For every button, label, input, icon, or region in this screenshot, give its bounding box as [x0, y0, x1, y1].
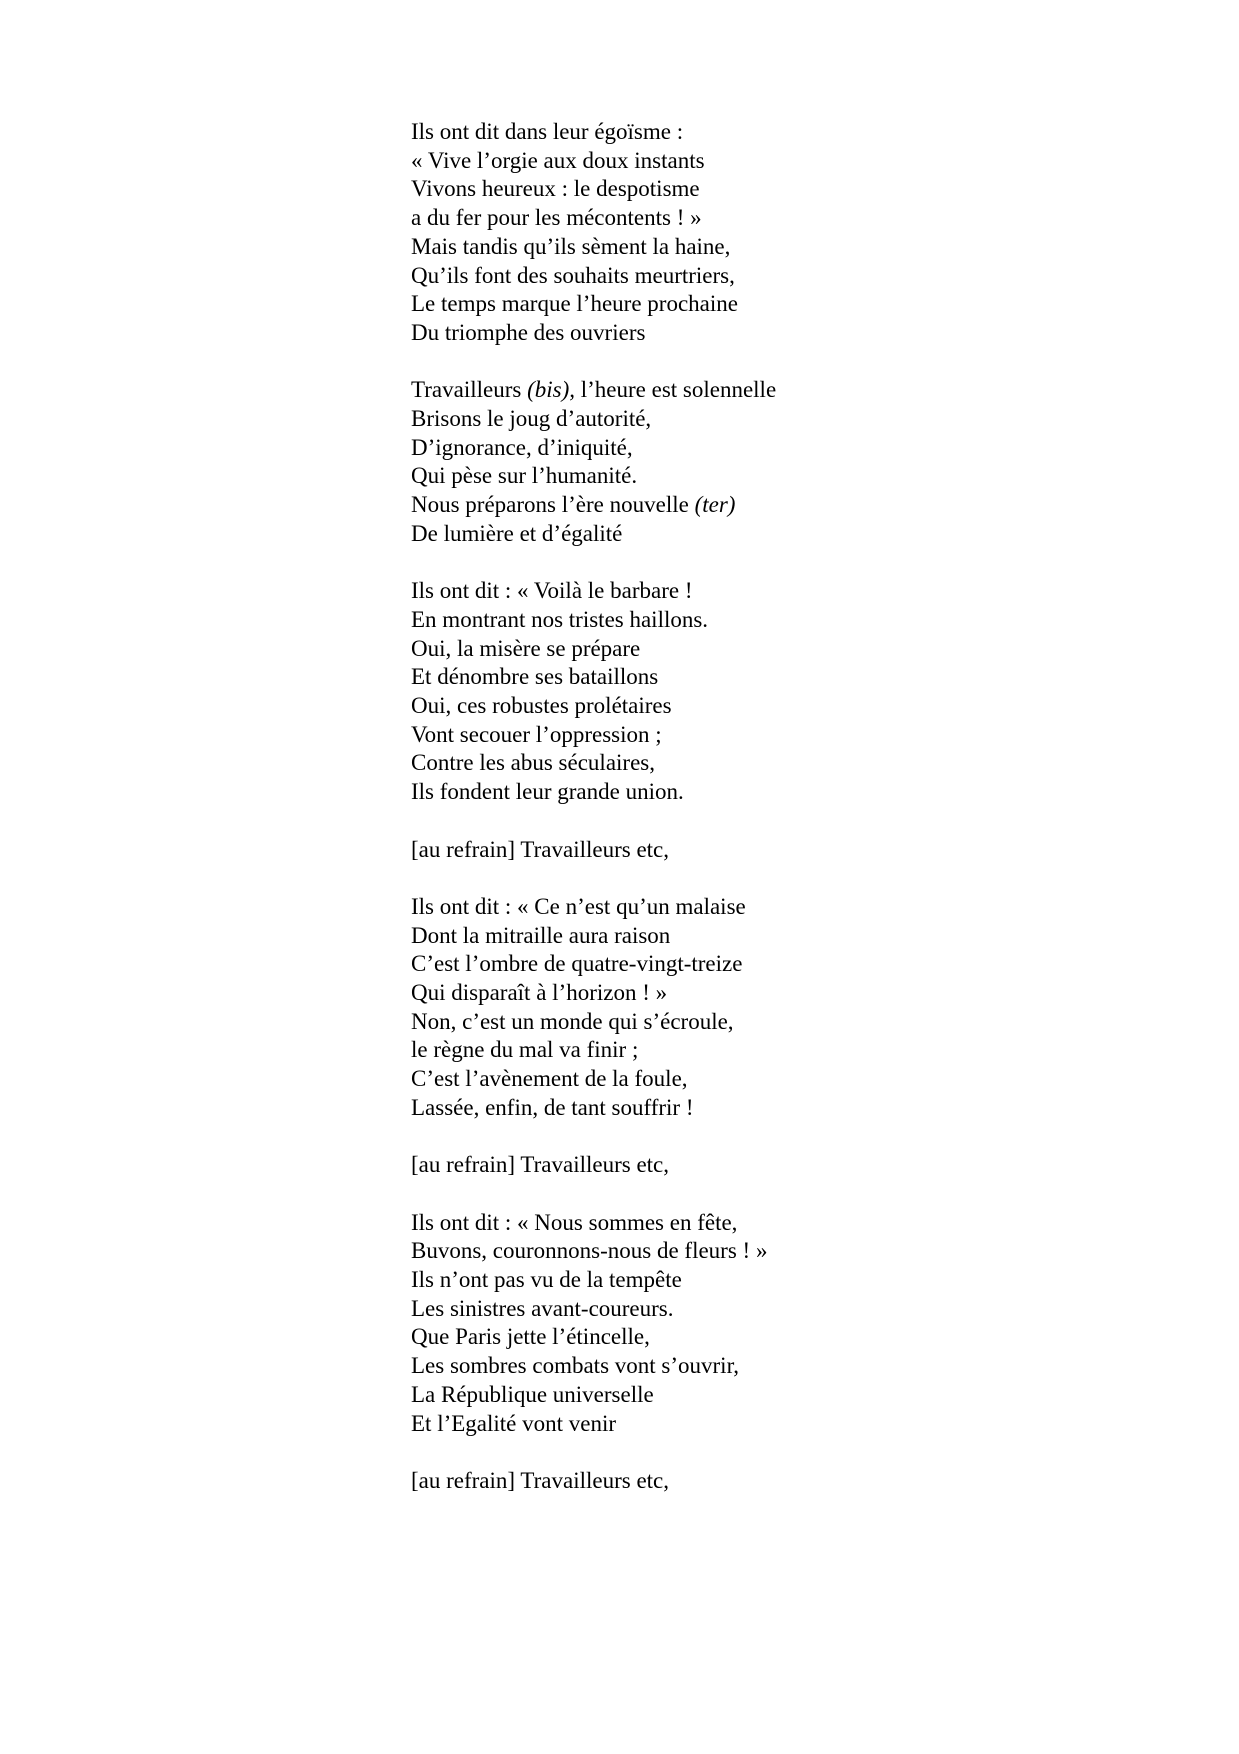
verse-line: Ils ont dit : « Ce n’est qu’un malaise: [411, 893, 746, 919]
refrain-reference: [411, 1151, 1131, 1180]
verse-line: Oui, la misère se prépare: [411, 635, 641, 661]
stanza-1: [411, 118, 1131, 348]
refrain-line: [411, 491, 1131, 520]
refrain-reference: [411, 1467, 1131, 1496]
verse-line: En montrant nos tristes haillons.: [411, 606, 709, 632]
stanza-2: [411, 577, 1131, 807]
poem-text: [411, 118, 1131, 1524]
refrain-line: Qui pèse sur l’humanité.: [411, 463, 638, 489]
repeat-marker: (ter): [694, 492, 736, 518]
refrain-line: [411, 376, 1131, 405]
stanza-3: [411, 893, 1131, 1123]
stanza-4: [411, 1209, 1131, 1439]
verse-line: Non, c’est un monde qui s’écroule,: [411, 1008, 734, 1034]
refrain-line: D’ignorance, d’iniquité,: [411, 434, 633, 460]
refrain-cue: [au refrain] Travailleurs etc,: [411, 1467, 670, 1493]
verse-line: Les sinistres avant-coureurs.: [411, 1295, 674, 1321]
verse-line: Ils fondent leur grande union.: [411, 779, 684, 805]
verse-line: « Vive l’orgie aux doux instants: [411, 147, 705, 173]
verse-line: Qui disparaît à l’horizon ! »: [411, 980, 668, 1006]
verse-line: a du fer pour les mécontents ! »: [411, 205, 702, 231]
verse-line: Contre les abus séculaires,: [411, 750, 655, 776]
verse-line: Et dénombre ses bataillons: [411, 664, 659, 690]
refrain-stanza: [411, 376, 1131, 548]
verse-line: Du triomphe des ouvriers: [411, 319, 646, 345]
refrain-cue: [au refrain] Travailleurs etc,: [411, 836, 670, 862]
verse-line: Ils ont dit : « Voilà le barbare !: [411, 578, 693, 604]
repeat-marker: (bis),: [527, 377, 575, 403]
verse-line: Oui, ces robustes prolétaires: [411, 693, 672, 719]
verse-line: Ils ont dit : « Nous sommes en fête,: [411, 1209, 738, 1235]
refrain-text: Nous préparons l’ère nouvelle: [411, 492, 695, 518]
refrain-line: Brisons le joug d’autorité,: [411, 406, 652, 432]
verse-line: Buvons, couronnons-nous de fleurs ! »: [411, 1238, 768, 1264]
refrain-line: De lumière et d’égalité: [411, 520, 623, 546]
verse-line: Vivons heureux : le despotisme: [411, 176, 700, 202]
verse-line: Le temps marque l’heure prochaine: [411, 291, 738, 317]
verse-line: Et l’Egalité vont venir: [411, 1410, 617, 1436]
verse-line: C’est l’avènement de la foule,: [411, 1066, 688, 1092]
refrain-reference: [411, 836, 1131, 865]
verse-line: C’est l’ombre de quatre-vingt-treize: [411, 951, 743, 977]
verse-line: Que Paris jette l’étincelle,: [411, 1324, 650, 1350]
refrain-cue: [au refrain] Travailleurs etc,: [411, 1152, 670, 1178]
verse-line: Dont la mitraille aura raison: [411, 922, 671, 948]
verse-line: Ils ont dit dans leur égoïsme :: [411, 119, 684, 144]
verse-line: Ils n’ont pas vu de la tempête: [411, 1267, 682, 1293]
verse-line: La République universelle: [411, 1381, 654, 1407]
verse-line: Qu’ils font des souhaits meurtriers,: [411, 262, 735, 288]
verse-line: le règne du mal va finir ;: [411, 1037, 639, 1063]
refrain-text: l’heure est solennelle: [574, 377, 777, 403]
verse-line: Lassée, enfin, de tant souffrir !: [411, 1094, 694, 1120]
verse-line: Les sombres combats vont s’ouvrir,: [411, 1353, 740, 1379]
verse-line: Mais tandis qu’ils sèment la haine,: [411, 233, 731, 259]
refrain-text: Travailleurs: [411, 377, 528, 403]
verse-line: Vont secouer l’oppression ;: [411, 721, 662, 747]
